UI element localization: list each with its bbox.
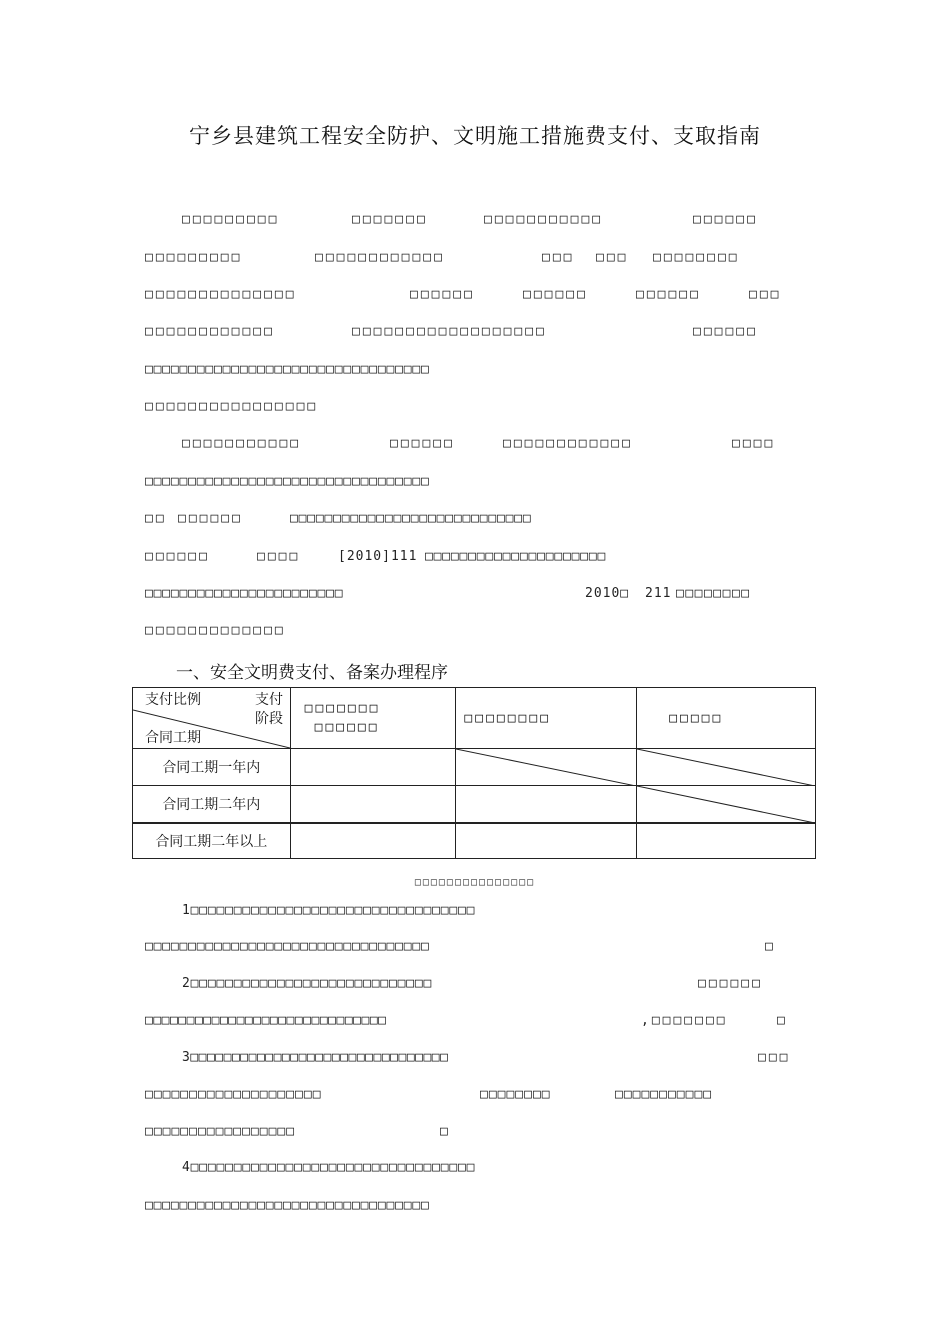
text-segment: □□□□ (257, 549, 301, 564)
text-segment: □ (440, 1124, 451, 1139)
row-label-cell (133, 786, 291, 824)
table-cell (456, 823, 637, 859)
table-cell (290, 749, 456, 786)
text-segment: □□□ (758, 1050, 791, 1065)
table-cell (456, 749, 637, 786)
header-col3-text: □□□□□ (669, 710, 724, 726)
text-segment: □□□□□□□□□□□□□□□□□ (145, 1124, 296, 1139)
header-col2-text: □□□□□□□□ (464, 710, 552, 726)
section-heading: 一、安全文明费支付、备案办理程序 (176, 663, 448, 683)
table-cell (456, 786, 637, 824)
text-segment: □□□□□□□□□□□□ (145, 324, 275, 339)
text-segment: 2010□ (585, 586, 630, 601)
header-cell-col1 (290, 688, 456, 749)
text-segment: □□□□□□□□□□□ (182, 436, 302, 451)
text-segment: □□ (145, 511, 167, 526)
text-segment: □□□□□□□□□ (182, 212, 280, 227)
cell-diagonal (637, 749, 815, 786)
text-segment: 4□□□□□□□□□□□□□□□□□□□□□□□□□□□□□□□□□ (182, 1160, 476, 1175)
text-segment: □□□□□□□□ (653, 250, 740, 265)
text-segment: □□□□□□ (178, 511, 243, 526)
text-segment: □□□□□□ (636, 287, 701, 302)
row-label: 合同工期二年以上 (155, 834, 268, 850)
text-segment: □□□□□□□□□ (145, 250, 243, 265)
text-segment: 3□□□□□□□□□□□□□□□□□□□□□□□□□□□□□□□ (182, 1050, 449, 1065)
text-segment: □□□□□□□□□□□ (484, 212, 604, 227)
text-segment: □□□□□□□□□□□□□□□□□□ (352, 324, 547, 339)
row-label: 合同工期二年内 (162, 797, 261, 813)
text-segment: □□□ (542, 250, 575, 265)
text-segment: □□□□□□□□□□□□□□□□ (145, 399, 319, 414)
row-label: 合同工期一年内 (162, 760, 261, 776)
text-segment: □□□□□□ (698, 976, 763, 991)
text-segment: □□□□□□□□□□□□ (503, 436, 633, 451)
text-segment: 211 (645, 586, 672, 601)
diagonal-header (133, 688, 290, 748)
document-title: 宁乡县建筑工程安全防护、文明施工措施费支付、支取指南 (189, 124, 761, 148)
text-segment: ,□□□□□□□ (641, 1013, 728, 1028)
header-label-period: 合同工期 (145, 730, 201, 746)
text-segment: □□□□□□□□□□□□□□□□□□□□□□□□□□□□□□□□□ (145, 939, 430, 954)
text-segment: □□□□□□ (145, 549, 210, 564)
table-row (133, 749, 816, 786)
text-segment: 2□□□□□□□□□□□□□□□□□□□□□□□□□□□□ (182, 976, 433, 991)
text-segment: □□□□□□□ (352, 212, 428, 227)
header-col1-line1: □□□□□□□ (304, 701, 381, 716)
text-segment: □□□□□□□□ (676, 586, 751, 601)
table-row (133, 786, 816, 824)
header-cell-col2 (456, 688, 637, 749)
text-segment: □□□□□□□□□□□ (615, 1087, 713, 1102)
text-segment: □□□□□□□□□□□□□□□□□□□□□□□□□□□□□□□□□ (145, 362, 430, 377)
table-header-row (133, 688, 816, 749)
fee-table (132, 687, 816, 859)
text-segment: □□□□□□□□□□□□□□□□□□□□□□□□□□□□□ (145, 1013, 387, 1028)
text-segment: □□□□□□□□□□□□□□□□□□□□□□□□□□□□□□□□□ (145, 1198, 430, 1213)
text-segment: □□□□□□□□□□□□□□ (145, 287, 297, 302)
text-segment: □□□□□□□□ (480, 1087, 551, 1102)
text-segment: □□□□□□ (390, 436, 455, 451)
text-segment: □□□□□□ (410, 287, 475, 302)
text-segment: □ (765, 939, 776, 954)
table-caption: □□□□□□□□□□□□□□□ (414, 877, 536, 888)
text-segment: [2010]111 (338, 549, 418, 564)
header-label-stage: 阶段 (255, 711, 283, 727)
text-segment: 1□□□□□□□□□□□□□□□□□□□□□□□□□□□□□□□□□ (182, 903, 476, 918)
text-segment: □□□□□□□□□□□□□□□□□□□□□□□□□□□□□□□□□ (145, 474, 430, 489)
table-row (133, 823, 816, 859)
text-segment: □□□□□□□□□□□□□□□□□□□□□□□□□□□□ (290, 511, 532, 526)
header-cell-col3 (637, 688, 816, 749)
table-cell (290, 786, 456, 824)
cell-diagonal (637, 786, 815, 823)
table-cell (637, 823, 816, 859)
text-segment: □□□ (596, 250, 629, 265)
text-segment: □□□□□□□□□□□□□ (145, 623, 286, 638)
table-cell (637, 749, 816, 786)
text-segment: □□□□□□□□□□□□□□□□□□□□□ (425, 549, 607, 564)
cell-diagonal (456, 749, 636, 786)
text-segment: □□□□□□□□□□□□□□□□□□□□ (145, 1087, 322, 1102)
diagonal-header-cell (133, 688, 291, 749)
row-label-cell (133, 823, 291, 859)
text-segment: □□□ (749, 287, 782, 302)
header-label-ratio: 支付比例 (145, 692, 201, 708)
text-segment: □□□□ (732, 436, 776, 451)
text-segment: □□□□□□□□□□□□□□□□□□□□□□□ (145, 586, 344, 601)
text-segment: □ (777, 1013, 788, 1028)
text-segment: □□□□□□□□□□□□ (315, 250, 445, 265)
header-col1-line2: □□□□□□ (314, 720, 380, 735)
table-cell (290, 823, 456, 859)
table-cell (637, 786, 816, 824)
row-label-cell (133, 749, 291, 786)
text-segment: □□□□□□ (523, 287, 588, 302)
text-segment: □□□□□□ (693, 324, 758, 339)
header-label-pay: 支付 (255, 692, 283, 708)
text-segment: □□□□□□ (693, 212, 758, 227)
